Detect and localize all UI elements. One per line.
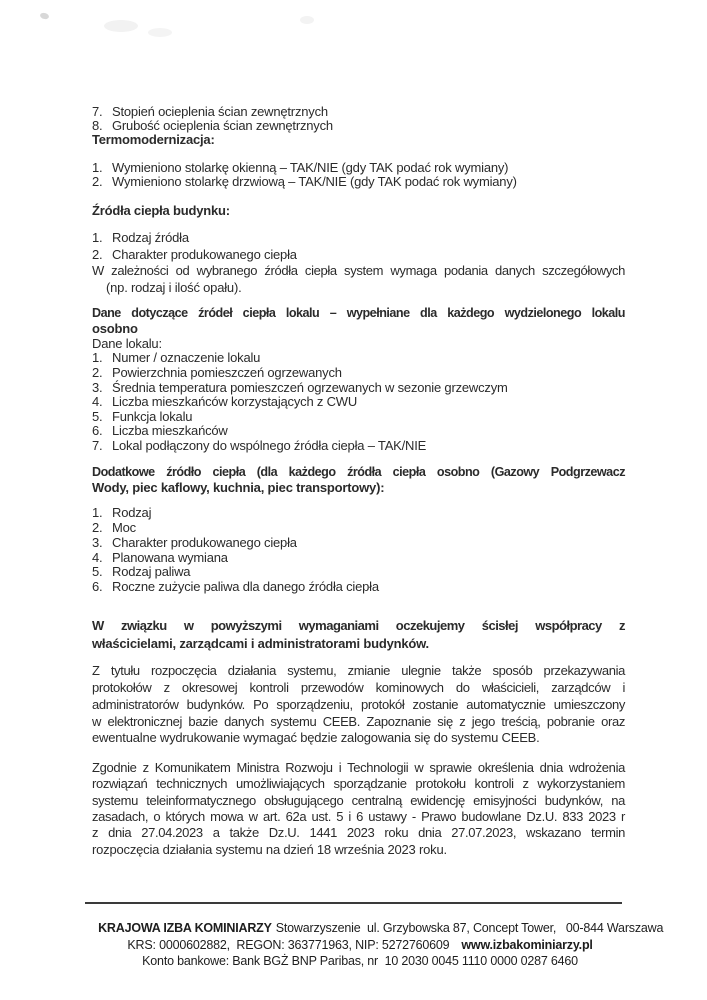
list-item-text: Planowana wymiana bbox=[112, 550, 228, 565]
footer-org-address: Stowarzyszenie ul. Grzybowska 87, Concept Tower, 00-844 Warszawa bbox=[275, 921, 664, 935]
paragraph-line: ewentualne wydrukowanie wymagać będzie zalogowania się do systemu CEEB. bbox=[92, 730, 540, 745]
list-item-text: Średnia temperatura pomieszczeń ogrzewanych w sezonie grzewczym bbox=[112, 380, 508, 395]
list-item-text: Moc bbox=[112, 520, 136, 535]
paragraph-line: administratorów budynków. Po sporządzeniu, protokół zostanie automatycznie umieszczony bbox=[92, 697, 625, 712]
list-item-text: Rodzaj bbox=[112, 505, 152, 520]
list-item-number: 2. bbox=[92, 520, 103, 535]
list-item-number: 4. bbox=[92, 550, 103, 565]
list-item-text: Charakter produkowanego ciepła bbox=[112, 535, 297, 550]
list-item bbox=[92, 231, 625, 245]
list-item-number: 8. bbox=[92, 118, 103, 133]
section-heading-termomodernizacja: Termomodernizacja: bbox=[92, 132, 215, 147]
paragraph-line: rozwiązań technicznych umożliwiających sporządzanie protokołu kontroli z wykorzystaniem bbox=[92, 776, 625, 791]
list-item bbox=[92, 565, 625, 579]
scan-smudge bbox=[300, 16, 314, 24]
list-item-text: Powierzchnia pomieszczeń ogrzewanych bbox=[112, 365, 342, 380]
section-heading-zrodla-budynku: Źródła ciepła budynku: bbox=[92, 203, 230, 218]
paragraph-line: (np. rodzaj i ilość opału). bbox=[106, 280, 242, 295]
list-item-text: Rodzaj paliwa bbox=[112, 564, 191, 579]
list-item-text: Liczba mieszkańców korzystających z CWU bbox=[112, 394, 358, 409]
footer-bank-line bbox=[85, 940, 622, 982]
list-item-text: Roczne zużycie paliwa dla danego źródła ciepła bbox=[112, 579, 379, 594]
list-item bbox=[92, 410, 625, 424]
list-item-text: Charakter produkowanego ciepła bbox=[112, 247, 297, 262]
closing-statement-line: właścicielami, zarządcami i administratorami budynków. bbox=[92, 636, 429, 651]
list-item-number: 6. bbox=[92, 579, 103, 594]
list-item-text: Liczba mieszkańców bbox=[112, 423, 228, 438]
list-item-number: 5. bbox=[92, 564, 103, 579]
paragraph-line: Z tytułu rozpoczęcia działania systemu, zmianie ulegnie także sposób przekazywania bbox=[92, 663, 625, 678]
paragraph-line: rozpoczęcia działania systemu na dzień 18 września 2023 roku. bbox=[92, 842, 447, 857]
section-heading-dane-lokalu-cont: osobno bbox=[92, 321, 138, 336]
paragraph-line: systemu teleinformatycznego obsługującego centralną ewidencję emisyjności budynków, na bbox=[92, 793, 625, 808]
list-item-number: 6. bbox=[92, 423, 103, 438]
list-item bbox=[92, 506, 625, 520]
paragraph-line: z dnia 27.04.2023 a także Dz.U. 1441 2023 roku dnia 27.07.2023, wskazano termin bbox=[92, 825, 625, 840]
list-item-number: 3. bbox=[92, 380, 103, 395]
list-item-number: 1. bbox=[92, 160, 103, 175]
list-item bbox=[92, 580, 625, 594]
footer-registry-numbers: KRS: 0000602882, REGON: 363771963, NIP: 5272760609 bbox=[127, 938, 450, 952]
list-item-text: Numer / oznaczenie lokalu bbox=[112, 350, 261, 365]
list-item-number: 5. bbox=[92, 409, 103, 424]
list-item bbox=[92, 395, 625, 409]
scan-smudge bbox=[39, 12, 49, 20]
list-item bbox=[92, 521, 625, 535]
closing-statement-line: W związku w powyższymi wymaganiami oczekujemy ścisłej współpracy z bbox=[92, 618, 625, 633]
list-item-number: 1. bbox=[92, 350, 103, 365]
list-item bbox=[92, 248, 625, 262]
list-item bbox=[92, 536, 625, 550]
footer-bank-account: Konto bankowe: Bank BGŻ BNP Paribas, nr 10 2030 0045 1110 0000 0287 6460 bbox=[142, 954, 578, 968]
list-item-number: 4. bbox=[92, 394, 103, 409]
list-item-text: Rodzaj źródła bbox=[112, 230, 189, 245]
list-item bbox=[92, 105, 625, 119]
section-heading-dodatkowe-zrodlo-cont: Wody, piec kaflowy, kuchnia, piec transportowy): bbox=[92, 480, 385, 495]
list-item-number: 2. bbox=[92, 174, 103, 189]
section-heading-dodatkowe-zrodlo: Dodatkowe źródło ciepła (dla każdego źródła ciepła osobno (Gazowy Podgrzewacz bbox=[92, 465, 625, 479]
paragraph-line: Zgodnie z Komunikatem Ministra Rozwoju i Technologii w sprawie określenia dnia wdrożenia bbox=[92, 760, 625, 775]
paragraph-line: w elektronicznej bazie danych systemu CEEB. Zapoznanie się z jego treścią, pobranie oraz bbox=[92, 714, 625, 729]
scan-smudge bbox=[104, 20, 138, 32]
list-item-number: 2. bbox=[92, 365, 103, 380]
subheading-dane-lokalu: Dane lokalu: bbox=[92, 336, 162, 351]
list-item bbox=[92, 424, 625, 438]
list-item-text: Lokal podłączony do wspólnego źródła ciepła – TAK/NIE bbox=[112, 438, 427, 453]
list-item-text: Wymieniono stolarkę okienną – TAK/NIE (gdy TAK podać rok wymiany) bbox=[112, 160, 509, 175]
list-item bbox=[92, 366, 625, 380]
list-item bbox=[92, 175, 625, 189]
footer-divider bbox=[85, 902, 622, 904]
list-item bbox=[92, 351, 625, 365]
paragraph-line: zasadach, o których mowa w art. 62a ust. 5 i 6 ustawy - Prawo budowlane Dz.U. 833 2023 r bbox=[92, 809, 625, 824]
list-item-number: 3. bbox=[92, 535, 103, 550]
list-item-text: Wymieniono stolarkę drzwiową – TAK/NIE (gdy TAK podać rok wymiany) bbox=[112, 174, 517, 189]
list-item bbox=[92, 119, 625, 133]
footer-website: www.izbakominiarzy.pl bbox=[461, 938, 593, 952]
footer-org-name: KRAJOWA IZBA KOMINIARZY bbox=[98, 921, 272, 935]
list-item-number: 1. bbox=[92, 505, 103, 520]
list-item-number: 7. bbox=[92, 104, 103, 119]
paragraph-line: W zależności od wybranego źródła ciepła system wymaga podania danych szczegółowych bbox=[92, 263, 625, 278]
scan-smudge bbox=[148, 28, 172, 37]
list-item-text: Funkcja lokalu bbox=[112, 409, 193, 424]
list-item bbox=[92, 381, 625, 395]
section-heading-dane-lokalu: Dane dotyczące źródeł ciepła lokalu – wypełniane dla każdego wydzielonego lokalu bbox=[92, 306, 625, 320]
list-item-number: 7. bbox=[92, 438, 103, 453]
paragraph-line: protokołów z okresowej kontroli przewodów kominowych do właścicieli, zarządców i bbox=[92, 680, 625, 695]
list-item bbox=[92, 161, 625, 175]
list-item bbox=[92, 439, 625, 453]
list-item-text: Stopień ocieplenia ścian zewnętrznych bbox=[112, 104, 328, 119]
list-item-number: 1. bbox=[92, 230, 103, 245]
list-item-number: 2. bbox=[92, 247, 103, 262]
list-item-text: Grubość ocieplenia ścian zewnętrznych bbox=[112, 118, 333, 133]
list-item bbox=[92, 551, 625, 565]
